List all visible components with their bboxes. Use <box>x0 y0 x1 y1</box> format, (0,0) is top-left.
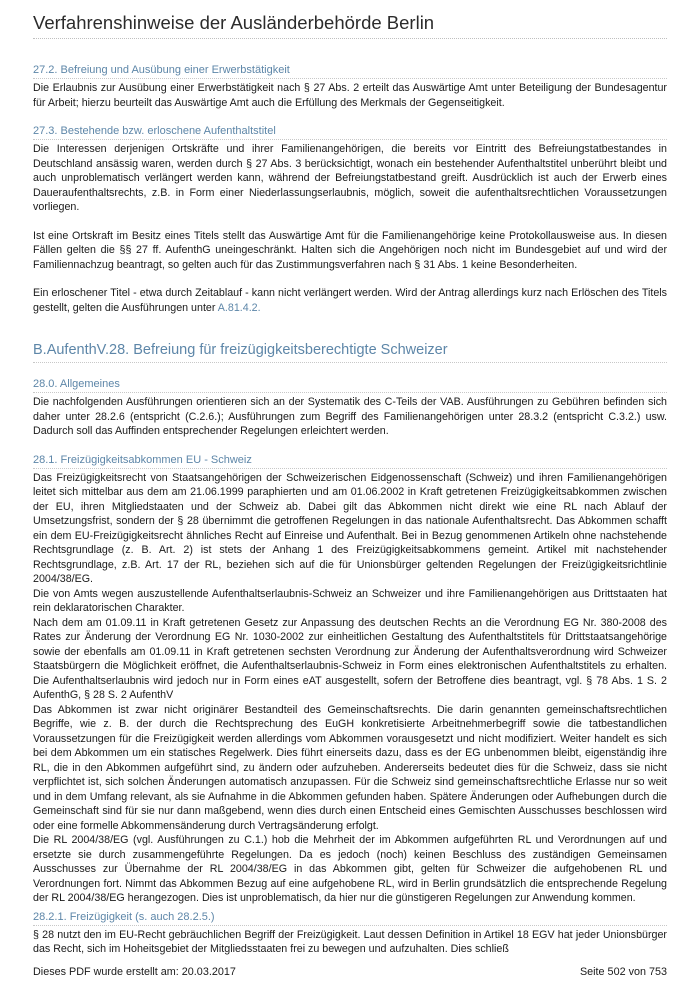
document-body <box>33 63 667 957</box>
section-heading-28-1: 28.1. Freizügigkeitsabkommen EU - Schweiz <box>33 453 667 469</box>
paragraph-with-link <box>33 286 667 315</box>
section-heading-28-2-1: 28.2.1. Freizügigkeit (s. auch 28.2.5.) <box>33 910 667 926</box>
paragraph: Nach dem am 01.09.11 in Kraft getretenen Gesetz zur Anpassung des deutschen Rechts an die Verordnung EG Nr. 380-2008 des Rates zur Änderung der Verordnung EG Nr. 1030-2002 zur einheitlichen Gestaltung des Aufenthaltstitels für Drittstaatsangehörige sowie der ebenfalls am 01.09.11 in Kraft getretenen sechsten Verordnung zur Änderung der Aufenthaltsverordnung wird Schweizer Staatsbürgern die Möglichkeit eröffnet, die Aufenthaltserlaubnis-Schweiz in Form eines elektronischen Aufenthaltstitels zu erhalten. Die Aufenthaltserlaubnis wird jedoch nur in Form eines eAT ausgestellt, sofern der Betroffene dies beantragt, vgl. § 78 Abs. 1 S. 2 AufenthG, § 28 S. 2 AufenthV <box>33 616 667 701</box>
section-heading-27-3: 27.3. Bestehende bzw. erloschene Aufenthaltstitel <box>33 124 667 140</box>
pdf-created-date: Dieses PDF wurde erstellt am: 20.03.2017 <box>33 966 236 978</box>
paragraph: Das Freizügigkeitsrecht von Staatsangehörigen der Schweizerischen Eidgenossenschaft (Schweiz) und ihren Familienangehörigen leitet sich mittelbar aus dem am 21.06.1999 paraphierten und am 01.06.2002 in Kraft getretenen Freizügigkeitsabkommen zwischen der EU, ihren Mitgliedstaaten und der Schweiz ab. Dabei gilt das Abkommen nicht direkt wie eine RL nach Ablauf der Umsetzungsfrist, sondern der § 28 übernimmt die getroffenen Regelungen in das nationale Aufenthaltsrecht. Das Abkommen schafft ein dem EU-Freizügigkeitsrecht ähnliches Recht auf Einreise und Aufenthalt. Bei in Bezug genommenen Artikeln ohne nachstehende Rechtsgrundlage (z. B. Art. 2) ist stets der Anhang 1 des Freizügigkeitsabkommens gemeint. Artikel mit nachstehender Rechtsgrundlage, z.B. Art. 17 der RL, beziehen sich auf die für Unionsbürger geltenden Regelungen der Freizügigkeitsrichtlinie 2004/38/EG. <box>33 471 667 585</box>
section-heading-28-0: 28.0. Allgemeines <box>33 377 667 393</box>
page-title: Verfahrenshinweise der Ausländerbehörde Berlin <box>33 11 667 39</box>
paragraph: Die RL 2004/38/EG (vgl. Ausführungen zu C.1.) hob die Mehrheit der im Abkommen aufgeführten RL und Verordnungen auf und ersetzte sie durch zusammengeführte Regelungen. Da es jedoch (noch) keinen Beschluss des zuständigen Gemeinsamen Ausschusses zur Übernahme der RL 2004/38/EG in das Abkommen gibt, gelten für Schweizer die aufgehobenen RL und Verordnungen fort. Nimmt das Abkommen Bezug auf eine aufgehobene RL, wird in Berlin grundsätzlich die entsprechende Regelung der RL 2004/38/EG herangezogen. Dies ist unproblematisch, da hier nur die günstigeren Regelungen zur Anwendung kommen. <box>33 834 667 904</box>
paragraph: Das Abkommen ist zwar nicht originärer Bestandteil des Gemeinschaftsrechts. Die darin genannten gemeinschaftsrechtlichen Begriffe, wie z. B. der durch die Rechtsprechung des EuGH konkretisierte Arbeitnehmerbegriff sowie die tatbestandlichen Voraussetzungen für die Freizügigkeit werden allerdings vom Abkommen vorausgesetzt und nicht modifiziert. Weiter handelt es sich bei dem Abkommen um ein statisches Regelwerk. Dies führt einerseits dazu, dass es der EG unbenommen bleibt, eigenständig ihre RL, die in den Abkommen aufgeführt sind, zu ändern oder aufzuheben. Andererseits bedeutet dies für die Schweiz, dass sie nicht verpflichtet ist, sich solchen Änderungen automatisch anzupassen. Für die Schweiz sind gemeinschaftsrechtliche Erlasse nur so weit und in dem Umfang relevant, als sie Aufnahme in die Abkommen gefunden haben. Spätere Änderungen oder Aufhebungen durch die Gemeinschaft sind für sie nur dann maßgebend, wenn dies durch einen Entscheid eines Gemischten Ausschusses beschlossen wird oder eine formelle Abkommensänderung durch Vertragsänderung erfolgt. <box>33 703 667 832</box>
cross-reference-link[interactable]: A.81.4.2. <box>217 301 261 314</box>
paragraph: § 28 nutzt den im EU-Recht gebräuchlichen Begriff der Freizügigkeit. Laut dessen Definition in Artikel 18 EGV hat jeder Unionsbürger das Recht, sich im Hoheitsgebiet der Mitgliedsstaaten frei zu bewegen und aufzuhalten. Dies schließ <box>33 928 667 955</box>
chapter-heading-28: B.AufenthV.28. Befreiung für freizügigkeitsberechtigte Schweizer <box>33 341 667 363</box>
paragraph: Die Erlaubnis zur Ausübung einer Erwerbstätigkeit nach § 27 Abs. 2 erteilt das Auswärtige Amt unter Beteiligung der Bundesagentur für Arbeit; hierzu beurteilt das Auswärtige Amt auch die Erfüllung des Merkmals der Gegenseitigkeit. <box>33 82 667 109</box>
paragraph: Die nachfolgenden Ausführungen orientieren sich an der Systematik des C-Teils der VAB. Ausführungen zu Gebühren befinden sich daher unter 28.2.6 (entspricht (C.2.6.); Ausführungen zum Begriff des Familienangehörigen unter 28.3.2 (entspricht C.3.2.) usw. Dadurch soll das Auffinden entsprechender Regelungen erleichtert werden. <box>33 396 667 437</box>
paragraph: Die von Amts wegen auszustellende Aufenthaltserlaubnis-Schweiz an Schweizer und ihre Familienangehörigen aus Drittstaaten hat rein deklaratorischen Charakter. <box>33 587 667 614</box>
paragraph: Die Interessen derjenigen Ortskräfte und ihrer Familienangehörigen, die bereits vor Eintritt des Befreiungstatbestandes in Deutschland ansässig waren, werden durch § 27 Abs. 3 berücksichtigt, wonach ein bestehender Aufenthaltstitel unberührt bleibt und auch unproblematisch verlängert werden kann, während der Befreiungstatbestand greift. Ausdrücklich ist auch der Erwerb eines Daueraufenthaltsrechts, z.B. in Form einer Niederlassungserlaubnis, möglich, soweit die aufenthaltsrechtlichen Voraussetzungen vorliegen. <box>33 143 667 213</box>
page-number: Seite 502 von 753 <box>579 966 667 978</box>
section-heading-27-2: 27.2. Befreiung und Ausübung einer Erwerbstätigkeit <box>33 63 667 79</box>
paragraph: Ist eine Ortskraft im Besitz eines Titels stellt das Auswärtige Amt für die Familienangehörige keine Protokollausweise aus. In diesen Fällen gelten die §§ 27 ff. AufenthG uneingeschränkt. Halten sich die Angehörigen noch nicht im Bundesgebiet auf und wird der Familiennachzug beantragt, so gelten auch für das Zustimmungsverfahren nach § 31 Abs. 1 keine Besonderheiten. <box>33 229 667 271</box>
paragraph-text: Ein erloschener Titel - etwa durch Zeitablauf - kann nicht verlängert werden. Wird der Antrag allerdings kurz nach Erlöschen des Titels gestellt, gelten die Ausführungen unter <box>33 287 667 314</box>
